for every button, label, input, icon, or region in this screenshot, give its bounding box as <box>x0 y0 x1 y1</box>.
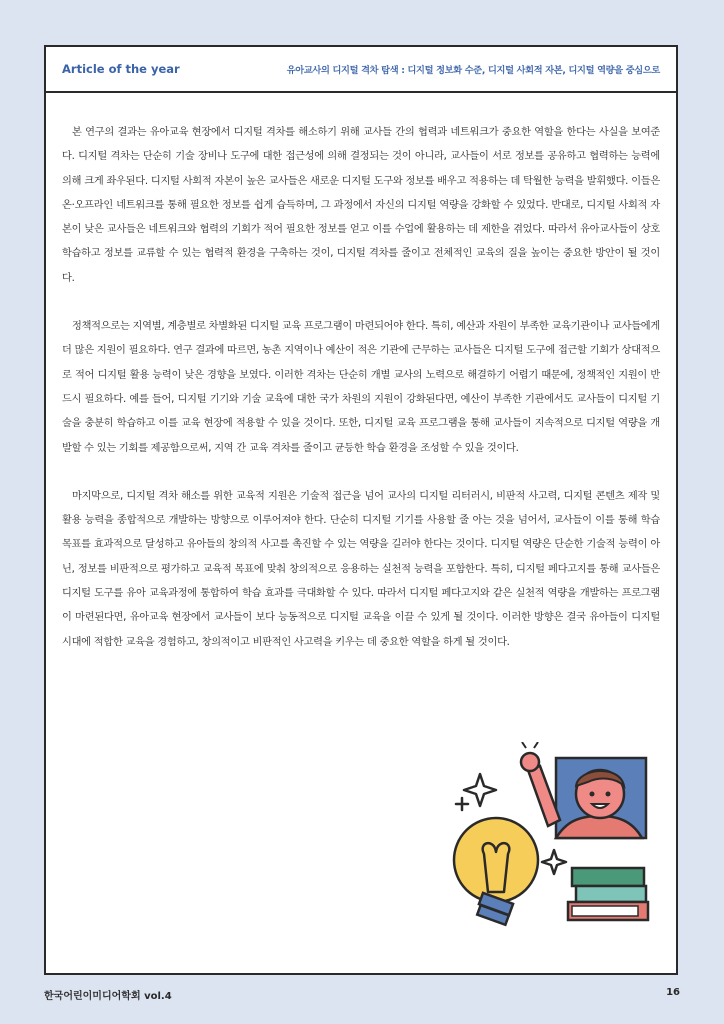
article-label: Article of the year <box>62 62 180 76</box>
paragraph-3: 마지막으로, 디지털 격차 해소를 위한 교육적 지원은 기술적 접근을 넘어 교사의 디지털 리터러시, 비판적 사고력, 디지털 콘텐츠 제작 및 활용 능력을 종합적으로 개발하는 방향으로 이루어져야 한다. 단순히 디지털 기기를 사용할 줄 아는 것을 넘어서, 교사들이 이를 통해 학습 목표를 효과적으로 달성하고 유아들의 창의적 사고를 촉진할 수 있는 역량을 길러야 한다는 것이다. 디지털 역량은 단순한 기술적 능력이 아닌, 정보를 비판적으로 평가하고 교육적 목표에 맞춰 창의적으로 응용하는 실천적 능력을 포함한다. 특히, 디지털 페다고지를 통해 교사들은 디지털 도구를 유아 교육과정에 통합하여 학습 효과를 극대화할 수 있다. 따라서 디지털 페다고지와 같은 실천적 역량을 개발하는 프로그램이 마련된다면, 유아교육 현장에서 교사들이 보다 능동적으로 디지털 교육을 이끌 수 있게 될 것이다. 이러한 방향은 결국 유아들이 디지털 시대에 적합한 교육을 경험하고, 창의적이고 비판적인 사고력을 키우는 데 중요한 역할을 하게 될 것이다. <box>62 490 660 648</box>
books-icon <box>568 868 648 920</box>
sparkle-icon <box>542 850 566 874</box>
article-body <box>62 121 660 679</box>
education-illustration <box>448 742 658 932</box>
footer-publisher: 한국어린이미디어학회 vol.4 <box>44 991 172 1002</box>
footer-page-number: 16 <box>666 987 680 998</box>
article-title: 유아교사의 디지털 격차 탐색 : 디지털 정보화 수준, 디지털 사회적 자본, 디지털 역량을 중심으로 <box>286 65 660 76</box>
paragraph-2: 정책적으로는 지역별, 계층별로 차별화된 디지털 교육 프로그램이 마련되어야 한다. 특히, 예산과 자원이 부족한 교육기관이나 교사들에게 더 많은 지원이 필요하다. 연구 결과에 따르면, 농촌 지역이나 예산이 적은 기관에 근무하는 교사들은 디지털 도구에 접근할 기회가 상대적으로 적어 디지털 활용 능력이 낮은 경향을 보였다. 이러한 격차는 단순히 개별 교사의 노력으로 해결하기 어렵기 때문에, 정책적인 지원이 반드시 필요하다. 예를 들어, 디지털 기기와 기술 교육에 대한 국가 차원의 지원이 강화된다면, 예산이 부족한 기관에서도 교사들이 디지털 기술을 충분히 학습하고 이를 교육 현장에 적용할 수 있을 것이다. 또한, 디지털 교육 프로그램을 통해 교사들이 지속적으로 디지털 역량을 개발할 수 있는 기회를 제공함으로써, 지역 간 교육 격차를 줄이고 균등한 학습 환경을 조성할 수 있을 것이다. <box>62 321 660 454</box>
person-on-screen-icon <box>521 742 646 838</box>
paragraph-1: 본 연구의 결과는 유아교육 현장에서 디지털 격차를 해소하기 위해 교사들 간의 협력과 네트워크가 중요한 역할을 한다는 사실을 보여준다. 디지털 격차는 단순히 기술 장비나 도구에 대한 접근성에 의해 결정되는 것이 아니라, 교사들이 서로 정보를 공유하고 협력하는 능력에 의해 크게 좌우된다. 디지털 사회적 자본이 높은 교사들은 새로운 디지털 도구와 정보를 배우고 적용하는 데 탁월한 능력을 발휘했다. 이들은 온·오프라인 네트워크를 통해 필요한 정보를 쉽게 습득하며, 그 과정에서 자신의 디지털 역량을 강화할 수 있었다. 반대로, 디지털 사회적 자본이 낮은 교사들은 네트워크와 협력의 기회가 적어 필요한 정보를 얻고 이를 수업에 활용하는 데 제한을 겪었다. 따라서 유아교사들이 상호 학습하고 정보를 교류할 수 있는 협력적 환경을 구축하는 것이, 디지털 격차를 줄이고 전체적인 교육의 질을 높이는 중요한 방안이 될 것이다. <box>62 127 660 284</box>
article-header <box>46 47 676 93</box>
lightbulb-icon <box>454 818 538 925</box>
sparkle-icon <box>464 774 496 806</box>
plus-icon <box>456 798 468 810</box>
